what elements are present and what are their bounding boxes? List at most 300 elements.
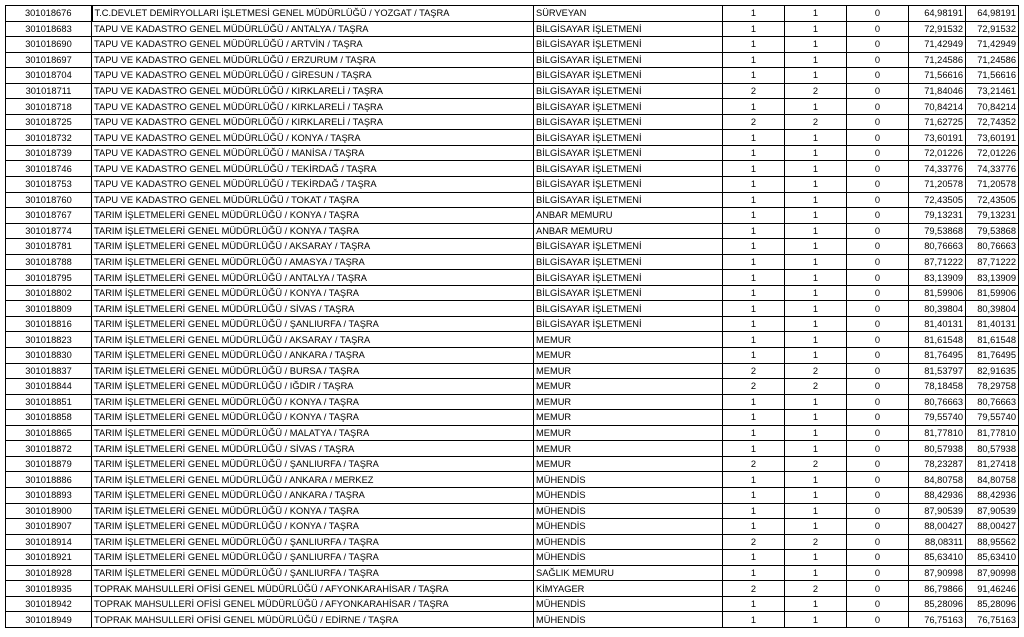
institution-cell: TARIM İŞLETMELERİ GENEL MÜDÜRLÜĞÜ / ŞANLIURFA / TAŞRA xyxy=(92,565,534,581)
table-row xyxy=(6,550,1019,566)
institution-cell: TARIM İŞLETMELERİ GENEL MÜDÜRLÜĞÜ / KONYA / TAŞRA xyxy=(92,223,534,239)
institution-cell: TAPU VE KADASTRO GENEL MÜDÜRLÜĞÜ / TEKİRDAĞ / TAŞRA xyxy=(92,161,534,177)
job-title-cell: SAĞLIK MEMURU xyxy=(534,565,723,581)
empty-cell: 0 xyxy=(847,161,909,177)
job-title-cell: MEMUR xyxy=(534,363,723,379)
job-title-cell: MÜHENDİS xyxy=(534,612,723,628)
max-score-cell: 83,13909 xyxy=(966,270,1019,286)
max-score-cell: 71,56616 xyxy=(966,68,1019,84)
quota-cell: 1 xyxy=(723,285,785,301)
table-row xyxy=(6,83,1019,99)
table-row xyxy=(6,612,1019,628)
position-code-cell: 301018865 xyxy=(6,425,92,441)
empty-cell: 0 xyxy=(847,21,909,37)
institution-cell: TARIM İŞLETMELERİ GENEL MÜDÜRLÜĞÜ / KONYA / TAŞRA xyxy=(92,503,534,519)
job-title-cell: BİLGİSAYAR İŞLETMENİ xyxy=(534,99,723,115)
quota-cell: 1 xyxy=(723,394,785,410)
institution-cell: TARIM İŞLETMELERİ GENEL MÜDÜRLÜĞÜ / KONYA / TAŞRA xyxy=(92,285,534,301)
max-score-cell: 64,98191 xyxy=(966,6,1019,22)
institution-cell: TOPRAK MAHSULLERİ OFİSİ GENEL MÜDÜRLÜĞÜ / AFYONKARAHİSAR / TAŞRA xyxy=(92,596,534,612)
empty-cell: 0 xyxy=(847,410,909,426)
max-score-cell: 81,76495 xyxy=(966,348,1019,364)
max-score-cell: 81,59906 xyxy=(966,285,1019,301)
institution-cell: TARIM İŞLETMELERİ GENEL MÜDÜRLÜĞÜ / KONYA / TAŞRA xyxy=(92,394,534,410)
position-code-cell: 301018697 xyxy=(6,52,92,68)
table-row xyxy=(6,519,1019,535)
position-code-cell: 301018802 xyxy=(6,285,92,301)
job-title-cell: BİLGİSAYAR İŞLETMENİ xyxy=(534,83,723,99)
table-row xyxy=(6,301,1019,317)
max-score-cell: 79,53868 xyxy=(966,223,1019,239)
position-code-cell: 301018711 xyxy=(6,83,92,99)
institution-cell: TARIM İŞLETMELERİ GENEL MÜDÜRLÜĞÜ / SİVAS / TAŞRA xyxy=(92,441,534,457)
placed-cell: 1 xyxy=(785,208,847,224)
max-score-cell: 80,39804 xyxy=(966,301,1019,317)
job-title-cell: MEMUR xyxy=(534,379,723,395)
min-score-cell: 70,84214 xyxy=(909,99,966,115)
empty-cell: 0 xyxy=(847,6,909,22)
institution-cell: TAPU VE KADASTRO GENEL MÜDÜRLÜĞÜ / KIRKLARELİ / TAŞRA xyxy=(92,99,534,115)
empty-cell: 0 xyxy=(847,192,909,208)
quota-cell: 2 xyxy=(723,534,785,550)
position-code-cell: 301018816 xyxy=(6,316,92,332)
placed-cell: 2 xyxy=(785,534,847,550)
institution-cell: TAPU VE KADASTRO GENEL MÜDÜRLÜĞÜ / ANTALYA / TAŞRA xyxy=(92,21,534,37)
min-score-cell: 81,53797 xyxy=(909,363,966,379)
placed-cell: 1 xyxy=(785,301,847,317)
table-row xyxy=(6,332,1019,348)
table-row xyxy=(6,316,1019,332)
empty-cell: 0 xyxy=(847,239,909,255)
placed-cell: 1 xyxy=(785,161,847,177)
max-score-cell: 87,90539 xyxy=(966,503,1019,519)
job-title-cell: BİLGİSAYAR İŞLETMENİ xyxy=(534,239,723,255)
placed-cell: 1 xyxy=(785,52,847,68)
institution-cell: TAPU VE KADASTRO GENEL MÜDÜRLÜĞÜ / GİRESUN / TAŞRA xyxy=(92,68,534,84)
empty-cell: 0 xyxy=(847,581,909,597)
placed-cell: 1 xyxy=(785,565,847,581)
placed-cell: 1 xyxy=(785,441,847,457)
quota-cell: 1 xyxy=(723,52,785,68)
max-score-cell: 71,20578 xyxy=(966,177,1019,193)
quota-cell: 1 xyxy=(723,348,785,364)
quota-cell: 1 xyxy=(723,254,785,270)
position-code-cell: 301018746 xyxy=(6,161,92,177)
min-score-cell: 79,13231 xyxy=(909,208,966,224)
empty-cell: 0 xyxy=(847,270,909,286)
min-score-cell: 71,62725 xyxy=(909,114,966,130)
empty-cell: 0 xyxy=(847,379,909,395)
min-score-cell: 81,76495 xyxy=(909,348,966,364)
table-row xyxy=(6,208,1019,224)
table-row xyxy=(6,441,1019,457)
institution-cell: TARIM İŞLETMELERİ GENEL MÜDÜRLÜĞÜ / AMASYA / TAŞRA xyxy=(92,254,534,270)
institution-cell: TARIM İŞLETMELERİ GENEL MÜDÜRLÜĞÜ / KONYA / TAŞRA xyxy=(92,208,534,224)
position-code-cell: 301018907 xyxy=(6,519,92,535)
quota-cell: 1 xyxy=(723,6,785,22)
placed-cell: 1 xyxy=(785,68,847,84)
quota-cell: 1 xyxy=(723,223,785,239)
job-title-cell: MEMUR xyxy=(534,456,723,472)
min-score-cell: 80,57938 xyxy=(909,441,966,457)
empty-cell: 0 xyxy=(847,177,909,193)
min-score-cell: 64,98191 xyxy=(909,6,966,22)
job-title-cell: ANBAR MEMURU xyxy=(534,208,723,224)
empty-cell: 0 xyxy=(847,503,909,519)
empty-cell: 0 xyxy=(847,316,909,332)
placed-cell: 1 xyxy=(785,130,847,146)
table-row xyxy=(6,37,1019,53)
table-row xyxy=(6,363,1019,379)
job-title-cell: MÜHENDİS xyxy=(534,534,723,550)
institution-cell: TARIM İŞLETMELERİ GENEL MÜDÜRLÜĞÜ / KONYA / TAŞRA xyxy=(92,410,534,426)
job-title-cell: ANBAR MEMURU xyxy=(534,223,723,239)
table-row xyxy=(6,425,1019,441)
max-score-cell: 70,84214 xyxy=(966,99,1019,115)
position-code-cell: 301018949 xyxy=(6,612,92,628)
max-score-cell: 76,75163 xyxy=(966,612,1019,628)
position-code-cell: 301018704 xyxy=(6,68,92,84)
quota-cell: 1 xyxy=(723,68,785,84)
empty-cell: 0 xyxy=(847,99,909,115)
job-title-cell: MEMUR xyxy=(534,441,723,457)
quota-cell: 1 xyxy=(723,145,785,161)
quota-cell: 1 xyxy=(723,596,785,612)
table-row xyxy=(6,21,1019,37)
position-code-cell: 301018753 xyxy=(6,177,92,193)
empty-cell: 0 xyxy=(847,348,909,364)
empty-cell: 0 xyxy=(847,301,909,317)
quota-cell: 1 xyxy=(723,99,785,115)
quota-cell: 1 xyxy=(723,21,785,37)
institution-cell: TOPRAK MAHSULLERİ OFİSİ GENEL MÜDÜRLÜĞÜ / AFYONKARAHİSAR / TAŞRA xyxy=(92,581,534,597)
min-score-cell: 71,84046 xyxy=(909,83,966,99)
placed-cell: 1 xyxy=(785,192,847,208)
empty-cell: 0 xyxy=(847,456,909,472)
job-title-cell: BİLGİSAYAR İŞLETMENİ xyxy=(534,270,723,286)
max-score-cell: 72,74352 xyxy=(966,114,1019,130)
position-code-cell: 301018732 xyxy=(6,130,92,146)
table-row xyxy=(6,596,1019,612)
min-score-cell: 71,56616 xyxy=(909,68,966,84)
placed-cell: 1 xyxy=(785,21,847,37)
empty-cell: 0 xyxy=(847,145,909,161)
max-score-cell: 72,43505 xyxy=(966,192,1019,208)
empty-cell: 0 xyxy=(847,441,909,457)
min-score-cell: 71,24586 xyxy=(909,52,966,68)
min-score-cell: 87,71222 xyxy=(909,254,966,270)
placed-cell: 1 xyxy=(785,6,847,22)
min-score-cell: 72,01226 xyxy=(909,145,966,161)
institution-cell: TAPU VE KADASTRO GENEL MÜDÜRLÜĞÜ / KIRKLARELİ / TAŞRA xyxy=(92,114,534,130)
job-title-cell: BİLGİSAYAR İŞLETMENİ xyxy=(534,21,723,37)
position-code-cell: 301018718 xyxy=(6,99,92,115)
position-code-cell: 301018935 xyxy=(6,581,92,597)
institution-cell: TARIM İŞLETMELERİ GENEL MÜDÜRLÜĞÜ / ŞANLIURFA / TAŞRA xyxy=(92,534,534,550)
min-score-cell: 78,23287 xyxy=(909,456,966,472)
min-score-cell: 87,90539 xyxy=(909,503,966,519)
position-code-cell: 301018795 xyxy=(6,270,92,286)
table-row xyxy=(6,270,1019,286)
max-score-cell: 74,33776 xyxy=(966,161,1019,177)
job-title-cell: BİLGİSAYAR İŞLETMENİ xyxy=(534,254,723,270)
placed-cell: 1 xyxy=(785,332,847,348)
placed-cell: 1 xyxy=(785,254,847,270)
max-score-cell: 88,95562 xyxy=(966,534,1019,550)
max-score-cell: 79,13231 xyxy=(966,208,1019,224)
placed-cell: 1 xyxy=(785,285,847,301)
position-code-cell: 301018823 xyxy=(6,332,92,348)
quota-cell: 1 xyxy=(723,410,785,426)
empty-cell: 0 xyxy=(847,223,909,239)
institution-cell: TAPU VE KADASTRO GENEL MÜDÜRLÜĞÜ / ARTVİN / TAŞRA xyxy=(92,37,534,53)
table-row xyxy=(6,99,1019,115)
quota-cell: 1 xyxy=(723,612,785,628)
table-row xyxy=(6,192,1019,208)
min-score-cell: 80,76663 xyxy=(909,239,966,255)
position-code-cell: 301018872 xyxy=(6,441,92,457)
table-row xyxy=(6,487,1019,503)
max-score-cell: 71,42949 xyxy=(966,37,1019,53)
empty-cell: 0 xyxy=(847,363,909,379)
max-score-cell: 81,61548 xyxy=(966,332,1019,348)
table-row xyxy=(6,503,1019,519)
position-code-cell: 301018886 xyxy=(6,472,92,488)
job-title-cell: BİLGİSAYAR İŞLETMENİ xyxy=(534,68,723,84)
min-score-cell: 85,63410 xyxy=(909,550,966,566)
min-score-cell: 88,42936 xyxy=(909,487,966,503)
max-score-cell: 81,40131 xyxy=(966,316,1019,332)
min-score-cell: 83,13909 xyxy=(909,270,966,286)
min-score-cell: 79,55740 xyxy=(909,410,966,426)
empty-cell: 0 xyxy=(847,534,909,550)
placement-results-table xyxy=(5,5,1019,628)
empty-cell: 0 xyxy=(847,550,909,566)
table-row xyxy=(6,472,1019,488)
placed-cell: 1 xyxy=(785,410,847,426)
placed-cell: 1 xyxy=(785,612,847,628)
job-title-cell: MÜHENDİS xyxy=(534,487,723,503)
position-code-cell: 301018900 xyxy=(6,503,92,519)
max-score-cell: 72,01226 xyxy=(966,145,1019,161)
quota-cell: 2 xyxy=(723,83,785,99)
table-row xyxy=(6,348,1019,364)
max-score-cell: 73,60191 xyxy=(966,130,1019,146)
table-row xyxy=(6,394,1019,410)
institution-cell: TARIM İŞLETMELERİ GENEL MÜDÜRLÜĞÜ / AKSARAY / TAŞRA xyxy=(92,332,534,348)
position-code-cell: 301018893 xyxy=(6,487,92,503)
quota-cell: 1 xyxy=(723,425,785,441)
placed-cell: 1 xyxy=(785,519,847,535)
position-code-cell: 301018858 xyxy=(6,410,92,426)
max-score-cell: 91,46246 xyxy=(966,581,1019,597)
job-title-cell: BİLGİSAYAR İŞLETMENİ xyxy=(534,37,723,53)
placed-cell: 1 xyxy=(785,177,847,193)
institution-cell: TARIM İŞLETMELERİ GENEL MÜDÜRLÜĞÜ / BURSA / TAŞRA xyxy=(92,363,534,379)
min-score-cell: 71,42949 xyxy=(909,37,966,53)
empty-cell: 0 xyxy=(847,425,909,441)
position-code-cell: 301018844 xyxy=(6,379,92,395)
quota-cell: 2 xyxy=(723,581,785,597)
quota-cell: 2 xyxy=(723,456,785,472)
job-title-cell: BİLGİSAYAR İŞLETMENİ xyxy=(534,114,723,130)
table-row xyxy=(6,565,1019,581)
placed-cell: 2 xyxy=(785,379,847,395)
position-code-cell: 301018879 xyxy=(6,456,92,472)
table-row xyxy=(6,285,1019,301)
placed-cell: 2 xyxy=(785,581,847,597)
min-score-cell: 88,00427 xyxy=(909,519,966,535)
quota-cell: 1 xyxy=(723,208,785,224)
empty-cell: 0 xyxy=(847,472,909,488)
max-score-cell: 88,42936 xyxy=(966,487,1019,503)
min-score-cell: 81,40131 xyxy=(909,316,966,332)
institution-cell: TOPRAK MAHSULLERİ OFİSİ GENEL MÜDÜRLÜĞÜ / EDİRNE / TAŞRA xyxy=(92,612,534,628)
institution-cell: TARIM İŞLETMELERİ GENEL MÜDÜRLÜĞÜ / MALATYA / TAŞRA xyxy=(92,425,534,441)
quota-cell: 1 xyxy=(723,37,785,53)
position-code-cell: 301018837 xyxy=(6,363,92,379)
quota-cell: 1 xyxy=(723,316,785,332)
placed-cell: 1 xyxy=(785,348,847,364)
institution-cell: TAPU VE KADASTRO GENEL MÜDÜRLÜĞÜ / KONYA / TAŞRA xyxy=(92,130,534,146)
min-score-cell: 81,59906 xyxy=(909,285,966,301)
max-score-cell: 85,28096 xyxy=(966,596,1019,612)
institution-cell: TARIM İŞLETMELERİ GENEL MÜDÜRLÜĞÜ / ANKARA / TAŞRA xyxy=(92,348,534,364)
table-row xyxy=(6,581,1019,597)
max-score-cell: 71,24586 xyxy=(966,52,1019,68)
table-row xyxy=(6,52,1019,68)
quota-cell: 1 xyxy=(723,192,785,208)
max-score-cell: 87,71222 xyxy=(966,254,1019,270)
table-row xyxy=(6,410,1019,426)
institution-cell: T.C.DEVLET DEMİRYOLLARI İŞLETMESİ GENEL MÜDÜRLÜĞÜ / YOZGAT / TAŞRA xyxy=(92,6,534,22)
table-row xyxy=(6,534,1019,550)
min-score-cell: 80,39804 xyxy=(909,301,966,317)
institution-cell: TAPU VE KADASTRO GENEL MÜDÜRLÜĞÜ / KIRKLARELİ / TAŞRA xyxy=(92,83,534,99)
min-score-cell: 72,91532 xyxy=(909,21,966,37)
placed-cell: 1 xyxy=(785,503,847,519)
placed-cell: 1 xyxy=(785,37,847,53)
position-code-cell: 301018739 xyxy=(6,145,92,161)
table-row xyxy=(6,223,1019,239)
quota-cell: 2 xyxy=(723,114,785,130)
placed-cell: 1 xyxy=(785,550,847,566)
table-row xyxy=(6,6,1019,22)
min-score-cell: 81,61548 xyxy=(909,332,966,348)
quota-cell: 1 xyxy=(723,550,785,566)
placed-cell: 2 xyxy=(785,83,847,99)
table-row xyxy=(6,177,1019,193)
empty-cell: 0 xyxy=(847,487,909,503)
placed-cell: 1 xyxy=(785,596,847,612)
min-score-cell: 79,53868 xyxy=(909,223,966,239)
position-code-cell: 301018928 xyxy=(6,565,92,581)
max-score-cell: 87,90998 xyxy=(966,565,1019,581)
job-title-cell: BİLGİSAYAR İŞLETMENİ xyxy=(534,316,723,332)
min-score-cell: 72,43505 xyxy=(909,192,966,208)
max-score-cell: 80,76663 xyxy=(966,239,1019,255)
max-score-cell: 72,91532 xyxy=(966,21,1019,37)
min-score-cell: 74,33776 xyxy=(909,161,966,177)
placed-cell: 1 xyxy=(785,487,847,503)
institution-cell: TAPU VE KADASTRO GENEL MÜDÜRLÜĞÜ / TOKAT / TAŞRA xyxy=(92,192,534,208)
institution-cell: TARIM İŞLETMELERİ GENEL MÜDÜRLÜĞÜ / ŞANLIURFA / TAŞRA xyxy=(92,316,534,332)
job-title-cell: MÜHENDİS xyxy=(534,503,723,519)
job-title-cell: BİLGİSAYAR İŞLETMENİ xyxy=(534,145,723,161)
job-title-cell: MEMUR xyxy=(534,425,723,441)
empty-cell: 0 xyxy=(847,52,909,68)
quota-cell: 2 xyxy=(723,379,785,395)
empty-cell: 0 xyxy=(847,130,909,146)
table-row xyxy=(6,379,1019,395)
max-score-cell: 78,29758 xyxy=(966,379,1019,395)
position-code-cell: 301018921 xyxy=(6,550,92,566)
placed-cell: 1 xyxy=(785,394,847,410)
position-code-cell: 301018851 xyxy=(6,394,92,410)
max-score-cell: 73,21461 xyxy=(966,83,1019,99)
job-title-cell: BİLGİSAYAR İŞLETMENİ xyxy=(534,285,723,301)
empty-cell: 0 xyxy=(847,68,909,84)
institution-cell: TARIM İŞLETMELERİ GENEL MÜDÜRLÜĞÜ / ANKARA / MERKEZ xyxy=(92,472,534,488)
placed-cell: 1 xyxy=(785,425,847,441)
max-score-cell: 81,27418 xyxy=(966,456,1019,472)
min-score-cell: 73,60191 xyxy=(909,130,966,146)
institution-cell: TARIM İŞLETMELERİ GENEL MÜDÜRLÜĞÜ / AKSARAY / TAŞRA xyxy=(92,239,534,255)
max-score-cell: 80,76663 xyxy=(966,394,1019,410)
min-score-cell: 88,08311 xyxy=(909,534,966,550)
empty-cell: 0 xyxy=(847,114,909,130)
institution-cell: TARIM İŞLETMELERİ GENEL MÜDÜRLÜĞÜ / ANKARA / TAŞRA xyxy=(92,487,534,503)
max-score-cell: 85,63410 xyxy=(966,550,1019,566)
job-title-cell: SÜRVEYAN xyxy=(534,6,723,22)
institution-cell: TAPU VE KADASTRO GENEL MÜDÜRLÜĞÜ / MANİSA / TAŞRA xyxy=(92,145,534,161)
job-title-cell: KİMYAGER xyxy=(534,581,723,597)
placed-cell: 1 xyxy=(785,99,847,115)
empty-cell: 0 xyxy=(847,332,909,348)
empty-cell: 0 xyxy=(847,254,909,270)
placed-cell: 1 xyxy=(785,145,847,161)
max-score-cell: 84,80758 xyxy=(966,472,1019,488)
table-row xyxy=(6,68,1019,84)
position-code-cell: 301018942 xyxy=(6,596,92,612)
job-title-cell: BİLGİSAYAR İŞLETMENİ xyxy=(534,192,723,208)
quota-cell: 1 xyxy=(723,161,785,177)
position-code-cell: 301018767 xyxy=(6,208,92,224)
quota-cell: 1 xyxy=(723,441,785,457)
job-title-cell: BİLGİSAYAR İŞLETMENİ xyxy=(534,161,723,177)
min-score-cell: 78,18458 xyxy=(909,379,966,395)
institution-cell: TARIM İŞLETMELERİ GENEL MÜDÜRLÜĞÜ / SİVAS / TAŞRA xyxy=(92,301,534,317)
empty-cell: 0 xyxy=(847,37,909,53)
max-score-cell: 80,57938 xyxy=(966,441,1019,457)
quota-cell: 1 xyxy=(723,270,785,286)
position-code-cell: 301018788 xyxy=(6,254,92,270)
job-title-cell: MEMUR xyxy=(534,410,723,426)
placed-cell: 1 xyxy=(785,270,847,286)
table-row xyxy=(6,130,1019,146)
placed-cell: 1 xyxy=(785,316,847,332)
job-title-cell: BİLGİSAYAR İŞLETMENİ xyxy=(534,177,723,193)
job-title-cell: MÜHENDİS xyxy=(534,519,723,535)
institution-cell: TAPU VE KADASTRO GENEL MÜDÜRLÜĞÜ / TEKİRDAĞ / TAŞRA xyxy=(92,177,534,193)
table-row xyxy=(6,114,1019,130)
position-code-cell: 301018683 xyxy=(6,21,92,37)
institution-cell: TARIM İŞLETMELERİ GENEL MÜDÜRLÜĞÜ / IĞDIR / TAŞRA xyxy=(92,379,534,395)
max-score-cell: 79,55740 xyxy=(966,410,1019,426)
max-score-cell: 81,77810 xyxy=(966,425,1019,441)
quota-cell: 1 xyxy=(723,565,785,581)
placed-cell: 2 xyxy=(785,114,847,130)
